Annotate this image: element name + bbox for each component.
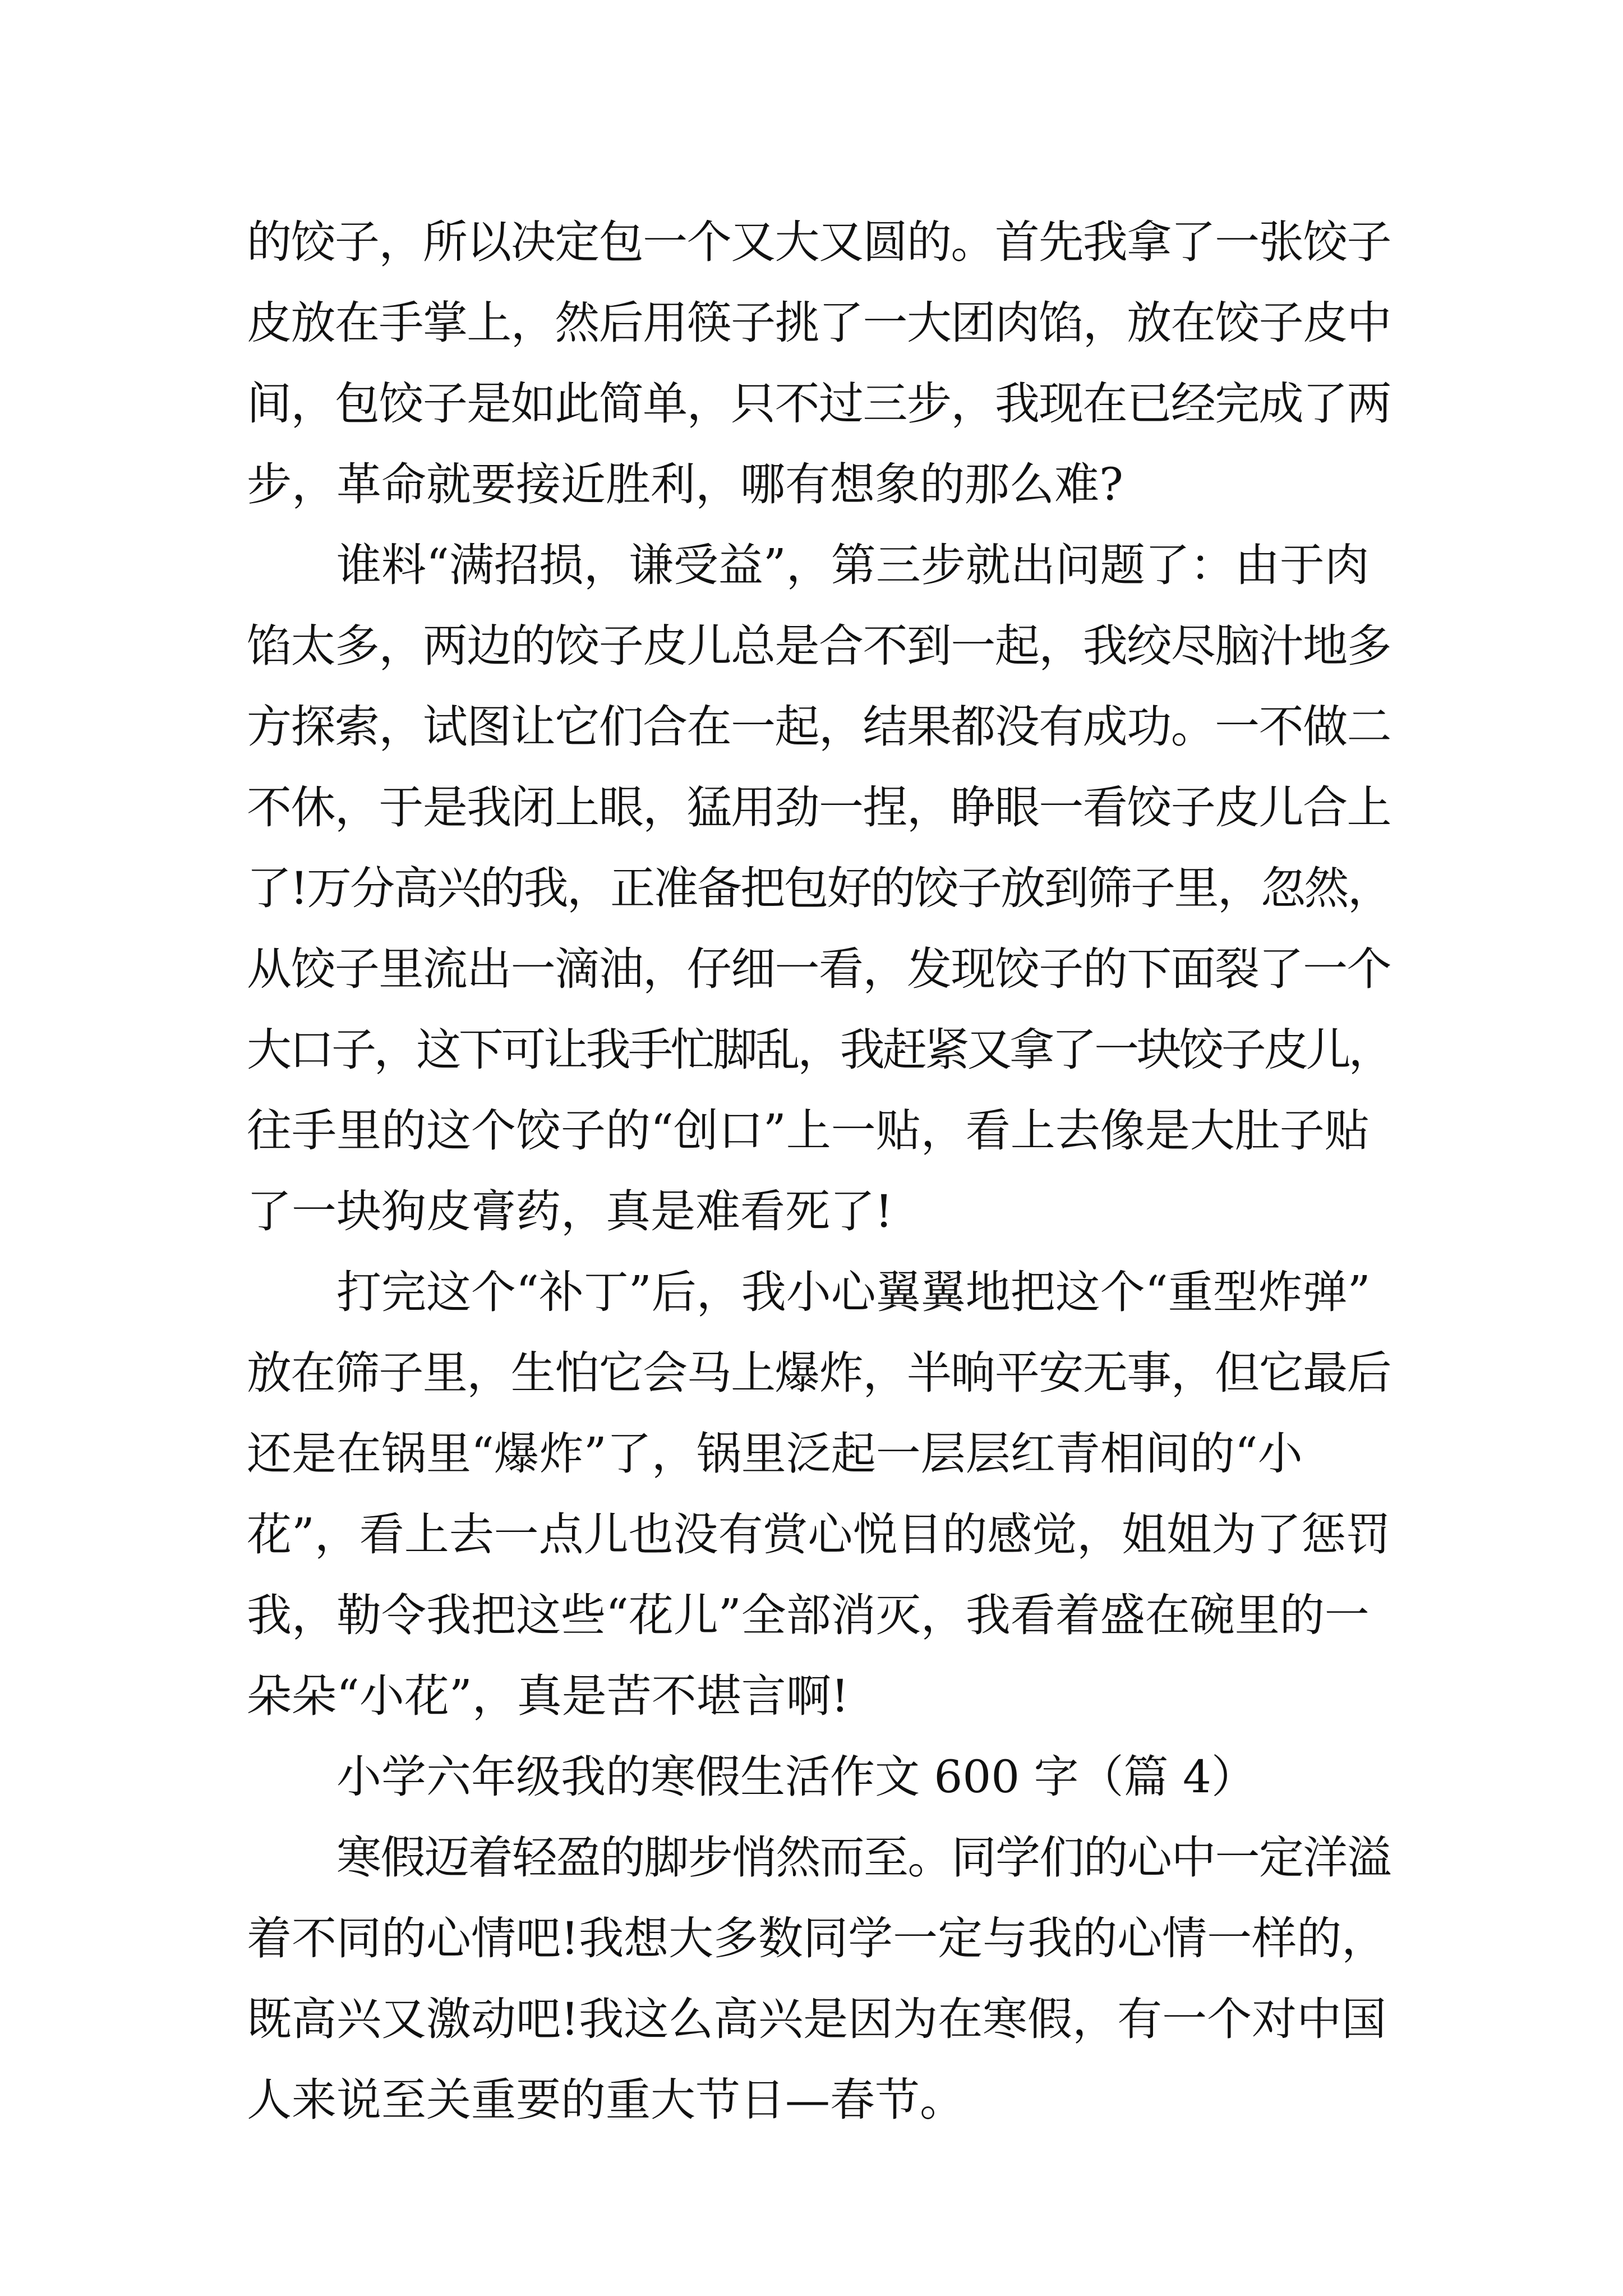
text-line: 不休，于是我闭上眼，猛用劲一捏，睁眼一看饺子皮儿合上 [247, 781, 1391, 834]
essay-text [247, 202, 1391, 2141]
text-line: 往手里的这个饺子的“创口”上一贴，看上去像是大肚子贴 [247, 1105, 1370, 1157]
text-line: 馅太多，两边的饺子皮儿总是合不到一起，我绞尽脑汁地多 [247, 620, 1391, 672]
text-line: 了!万分高兴的我，正准备把包好的饺子放到筛子里，忽然， [247, 862, 1391, 914]
text-line: 花”，看上去一点儿也没有赏心悦目的感觉，姐姐为了惩罚 [247, 1508, 1391, 1561]
text-line: 步，革命就要接近胜利，哪有想象的那么难? [247, 458, 1123, 510]
text-line: 了一块狗皮膏药，真是难看死了! [247, 1185, 893, 1237]
section-heading: 小学六年级我的寒假生活作文 600 字（篇 4） [336, 1751, 1256, 1803]
text-line: 从饺子里流出一滴油，仔细一看，发现饺子的下面裂了一个 [247, 943, 1391, 995]
text-line: 朵朵“小花”，真是苦不堪言啊! [247, 1670, 849, 1722]
text-line: 既高兴又激动吧!我这么高兴是因为在寒假，有一个对中国 [247, 1993, 1387, 2045]
text-line: 皮放在手掌上，然后用筷子挑了一大团肉馅，放在饺子皮中 [247, 297, 1391, 349]
text-line: 间，包饺子是如此简单，只不过三步，我现在已经完成了两 [247, 378, 1391, 430]
text-line: 放在筛子里，生怕它会马上爆炸，半晌平安无事，但它最后 [247, 1347, 1391, 1399]
paragraph-first-line: 寒假迈着轻盈的脚步悄然而至。同学们的心中一定洋溢 [336, 1832, 1391, 1884]
text-line: 的饺子，所以决定包一个又大又圆的。首先我拿了一张饺子 [247, 216, 1391, 268]
text-line: 大口子，这下可让我手忙脚乱，我赶紧又拿了一块饺子皮儿， [247, 1024, 1391, 1076]
paragraph-first-line: 打完这个“补丁”后，我小心翼翼地把这个“重型炸弹” [336, 1266, 1371, 1318]
text-line: 我，勒令我把这些“花儿”全部消灭，我看着盛在碗里的一 [247, 1589, 1370, 1641]
paragraph-first-line: 谁料“满招损，谦受益”，第三步就出问题了：由于肉 [336, 539, 1370, 591]
text-line: 还是在锅里“爆炸”了，锅里泛起一层层红青相间的“小 [247, 1428, 1303, 1480]
text-line: 人来说至关重要的重大节日—春节。 [247, 2074, 965, 2126]
text-line: 着不同的心情吧!我想大多数同学一定与我的心情一样的， [247, 1912, 1387, 1964]
text-line: 方探索，试图让它们合在一起，结果都没有成功。一不做二 [247, 701, 1391, 753]
